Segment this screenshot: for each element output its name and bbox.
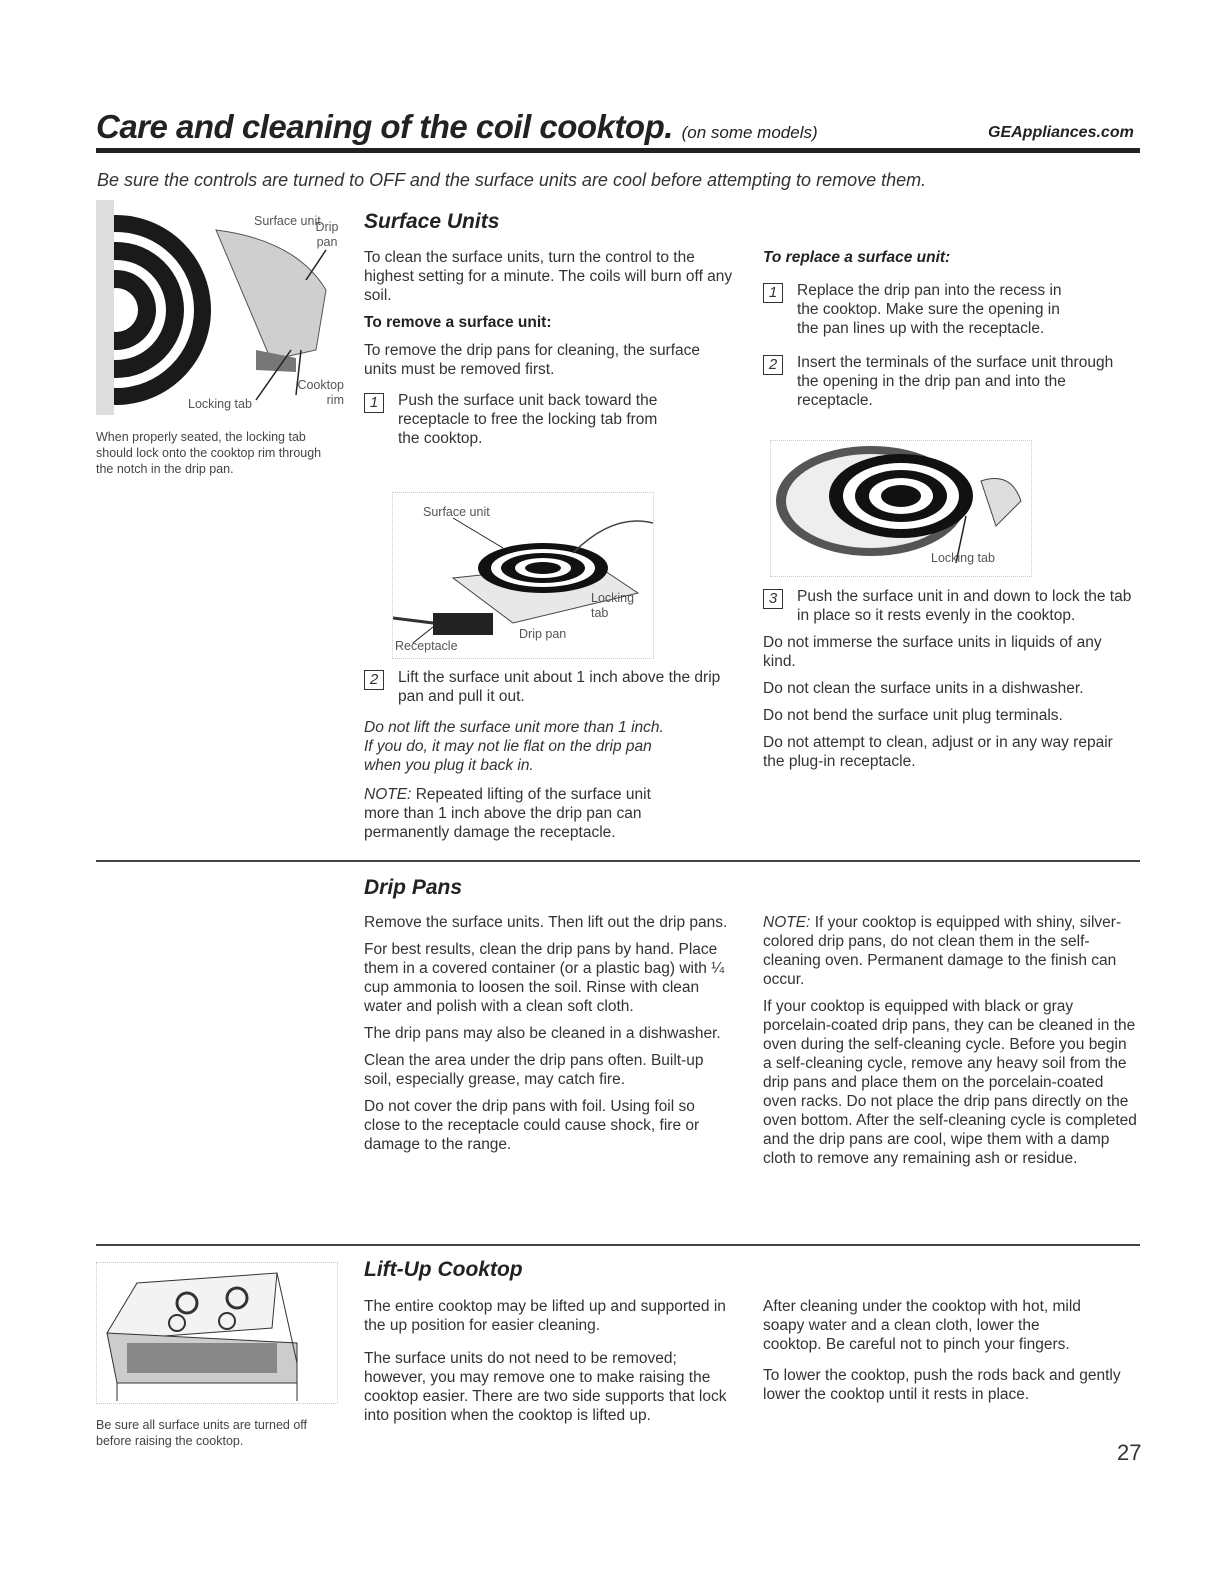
drip-pans-p2: For best results, clean the drip pans by hand. Place them in a covered container (or a plastic bag) with ¼ cup ammonia to loosen the soil. Rinse with clean water and polish with a clean soft cloth. bbox=[364, 941, 725, 1015]
drip-pans-right bbox=[763, 913, 1138, 1168]
surface-unit-figure bbox=[96, 200, 346, 415]
title-text: Care and cleaning of the coil cooktop. bbox=[96, 108, 673, 145]
section-divider bbox=[96, 860, 1140, 862]
drip-pans-p1: Remove the surface units. Then lift out the drip pans. bbox=[364, 914, 728, 931]
replace-column bbox=[763, 248, 1143, 410]
replace-heading: To replace a surface unit: bbox=[763, 249, 951, 266]
drip-pans-p5: Do not cover the drip pans with foil. Using foil so close to the receptacle could cause shock, fire or damage to the range. bbox=[364, 1098, 700, 1153]
step-text: Lift the surface unit about 1 inch above the drip pan and pull it out. bbox=[398, 669, 721, 705]
note-label: NOTE: bbox=[763, 914, 811, 931]
lift-up-p1: The entire cooktop may be lifted up and supported in the up position for easier cleaning. bbox=[364, 1298, 726, 1334]
step-text: Push the surface unit in and down to lock the tab in place so it rests evenly in the cooktop. bbox=[797, 588, 1132, 624]
label-locking-tab: Locking tab bbox=[188, 397, 252, 411]
lift-up-illustration bbox=[97, 1263, 337, 1403]
lift-up-p3: After cleaning under the cooktop with hot, mild soapy water and a clean cloth, lower the cooktop. Be careful not to pinch your fingers. bbox=[763, 1298, 1081, 1353]
drip-pans-note bbox=[763, 913, 1138, 989]
label-locking-tab: Locking tab bbox=[591, 591, 635, 620]
safety-warning: Be sure the controls are turned to OFF and the surface units are cool before attempting to remove them. bbox=[97, 170, 927, 190]
lift-warning: Do not lift the surface unit more than 1 inch. If you do, it may not lie flat on the drip pan when you plug it back in. bbox=[364, 719, 664, 774]
drip-pans-p3: The drip pans may also be cleaned in a dishwasher. bbox=[364, 1025, 721, 1042]
replace-unit-figure bbox=[770, 440, 1032, 577]
step-number: 3 bbox=[763, 589, 783, 609]
drip-pans-left bbox=[364, 913, 739, 1154]
section-divider bbox=[96, 1244, 1140, 1246]
step-text: Push the surface unit back toward the receptacle to free the locking tab from the cooktop. bbox=[398, 392, 658, 447]
caution-dishwasher: Do not clean the surface units in a dishwasher. bbox=[763, 680, 1084, 697]
section-heading-surface-units: Surface Units bbox=[364, 210, 500, 233]
lift-up-p4: To lower the cooktop, push the rods back and gently lower the cooktop until it rests in place. bbox=[763, 1367, 1121, 1403]
surface-units-intro: To clean the surface units, turn the control to the highest setting for a minute. The coils will burn off any soil. bbox=[364, 249, 733, 304]
remove-step-1 bbox=[364, 391, 734, 448]
step-number: 2 bbox=[763, 355, 783, 375]
lift-up-left bbox=[364, 1297, 744, 1425]
header-rule bbox=[96, 148, 1140, 153]
label-drip-pan: Drip pan bbox=[519, 627, 567, 641]
title-subtitle: (on some models) bbox=[681, 123, 818, 142]
step-number: 1 bbox=[364, 393, 384, 413]
surface-units-column-lower bbox=[364, 668, 744, 842]
page-title bbox=[96, 108, 818, 146]
label-cooktop-rim: Cooktop rim bbox=[297, 378, 344, 407]
replace-step-2 bbox=[763, 353, 1143, 410]
caution-receptacle: Do not attempt to clean, adjust or in any way repair the plug-in receptacle. bbox=[763, 734, 1113, 770]
note-text: If your cooktop is equipped with shiny, silver-colored drip pans, do not clean them in the self-cleaning oven. Permanent damage to the finish can occur. bbox=[763, 914, 1122, 988]
step-text: Insert the terminals of the surface unit through the opening in the drip pan and into the receptacle. bbox=[797, 354, 1114, 409]
lift-up-figure bbox=[96, 1262, 338, 1404]
replace-step-1 bbox=[763, 281, 1143, 338]
remove-unit-figure bbox=[392, 492, 654, 659]
website-link[interactable]: GEAppliances.com bbox=[988, 124, 1134, 141]
figure-caption: When properly seated, the locking tab should lock onto the cooktop rim through the notch in the drip pan. bbox=[96, 430, 322, 476]
section-heading-drip-pans: Drip Pans bbox=[364, 876, 463, 899]
step-number: 2 bbox=[364, 670, 384, 690]
replace-column-lower bbox=[763, 587, 1143, 771]
step-text: Replace the drip pan into the recess in the cooktop. Make sure the opening in the pan lines up with the receptacle. bbox=[797, 282, 1062, 337]
note-label: NOTE: bbox=[364, 786, 412, 803]
lift-up-caption: Be sure all surface units are turned off before raising the cooktop. bbox=[96, 1418, 307, 1448]
replace-step-3 bbox=[763, 587, 1143, 625]
caution-terminals: Do not bend the surface unit plug terminals. bbox=[763, 707, 1063, 724]
label-surface-unit: Surface unit bbox=[254, 214, 321, 228]
drip-pans-p6: If your cooktop is equipped with black or gray porcelain-coated drip pans, they can be cleaned in the oven during the self-cleaning cycle. Before you begin a self-cleaning cycle, remove any heavy soil from the drip pans and place them on the porcelain-coated oven racks. Do not place the drip pans directly on the oven bottom. After the self-cleaning cycle is completed and the drip pans are cool, wipe them with a damp cloth to remove any remaining ash or residue. bbox=[763, 998, 1137, 1167]
label-drip-pan: Drip pan bbox=[315, 220, 339, 249]
drip-pans-p4: Clean the area under the drip pans often. Built-up soil, especially grease, may catch fire. bbox=[364, 1052, 704, 1088]
note-receptacle bbox=[364, 785, 664, 842]
page-number: 27 bbox=[1117, 1440, 1142, 1465]
section-heading-lift-up: Lift-Up Cooktop bbox=[364, 1258, 523, 1281]
remove-heading: To remove a surface unit: bbox=[364, 314, 552, 331]
remove-step-2 bbox=[364, 668, 744, 706]
lift-up-p2: The surface units do not need to be removed; however, you may remove one to make raising the cooktop easier. There are two side supports that lock into position when the cooktop is lifted up. bbox=[364, 1350, 727, 1424]
caution-immerse: Do not immerse the surface units in liquids of any kind. bbox=[763, 634, 1102, 670]
label-locking-tab: Locking tab bbox=[931, 551, 995, 565]
surface-units-column bbox=[364, 248, 734, 448]
remove-intro: To remove the drip pans for cleaning, the surface units must be removed first. bbox=[364, 342, 701, 378]
label-receptacle: Receptacle bbox=[395, 639, 458, 653]
note-text: Repeated lifting of the surface unit more than 1 inch above the drip pan can permanently damage the receptacle. bbox=[364, 786, 651, 841]
step-number: 1 bbox=[763, 283, 783, 303]
lift-up-right bbox=[763, 1297, 1143, 1404]
label-surface-unit: Surface unit bbox=[423, 505, 490, 519]
